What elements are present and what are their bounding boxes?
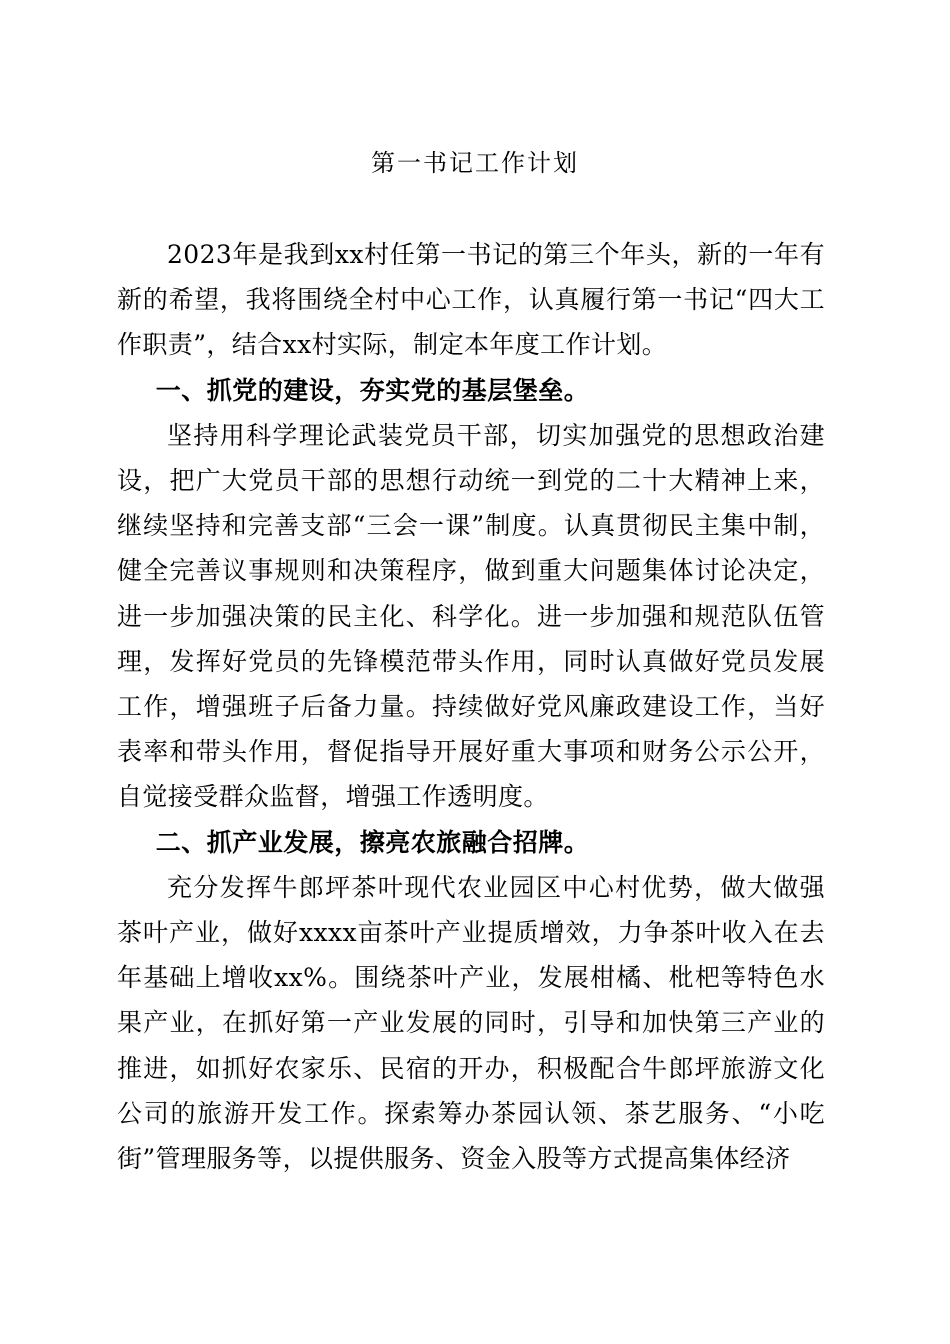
- document-body: [117, 232, 825, 1181]
- section-2-heading: 二、抓产业发展，擦亮农旅融合招牌。: [155, 827, 590, 857]
- section-1-heading: 一、抓党的建设，夯实党的基层堡垒。: [155, 375, 590, 405]
- section-2-paragraph: 充分发挥牛郎坪茶叶现代农业园区中心村优势，做大做强茶叶产业，做好xxxx亩茶叶产业提质增效，力争茶叶收入在去年基础上增收xx%。围绕茶叶产业，发展柑橘、枇杷等特色水果产业，在抓好第一产业发展的同时，引导和加快第三产业的推进，如抓好农家乐、民宿的开办，积极配合牛郎坪旅游文化公司的旅游开发工作。探索筹办茶园认领、茶艺服务、“小吃街”管理服务等，以提供服务、资金入股等方式提高集体经济: [117, 872, 825, 1174]
- intro-paragraph: 2023年是我到xx村任第一书记的第三个年头，新的一年有新的希望，我将围绕全村中心工作，认真履行第一书记“四大工作职责”，结合xx村实际，制定本年度工作计划。: [117, 240, 825, 360]
- section-1-paragraph: 坚持用科学理论武装党员干部，切实加强党的思想政治建设，把广大党员干部的思想行动统一到党的二十大精神上来，继续坚持和完善支部“三会一课”制度。认真贯彻民主集中制，健全完善议事规则和决策程序，做到重大问题集体讨论决定，进一步加强决策的民主化、科学化。进一步加强和规范队伍管理，发挥好党员的先锋模范带头作用，同时认真做好党员发展工作，增强班子后备力量。持续做好党风廉政建设工作，当好表率和带头作用，督促指导开展好重大事项和财务公示公开，自觉接受群众监督，增强工作透明度。: [117, 420, 825, 812]
- document-title: 第一书记工作计划: [371, 149, 579, 177]
